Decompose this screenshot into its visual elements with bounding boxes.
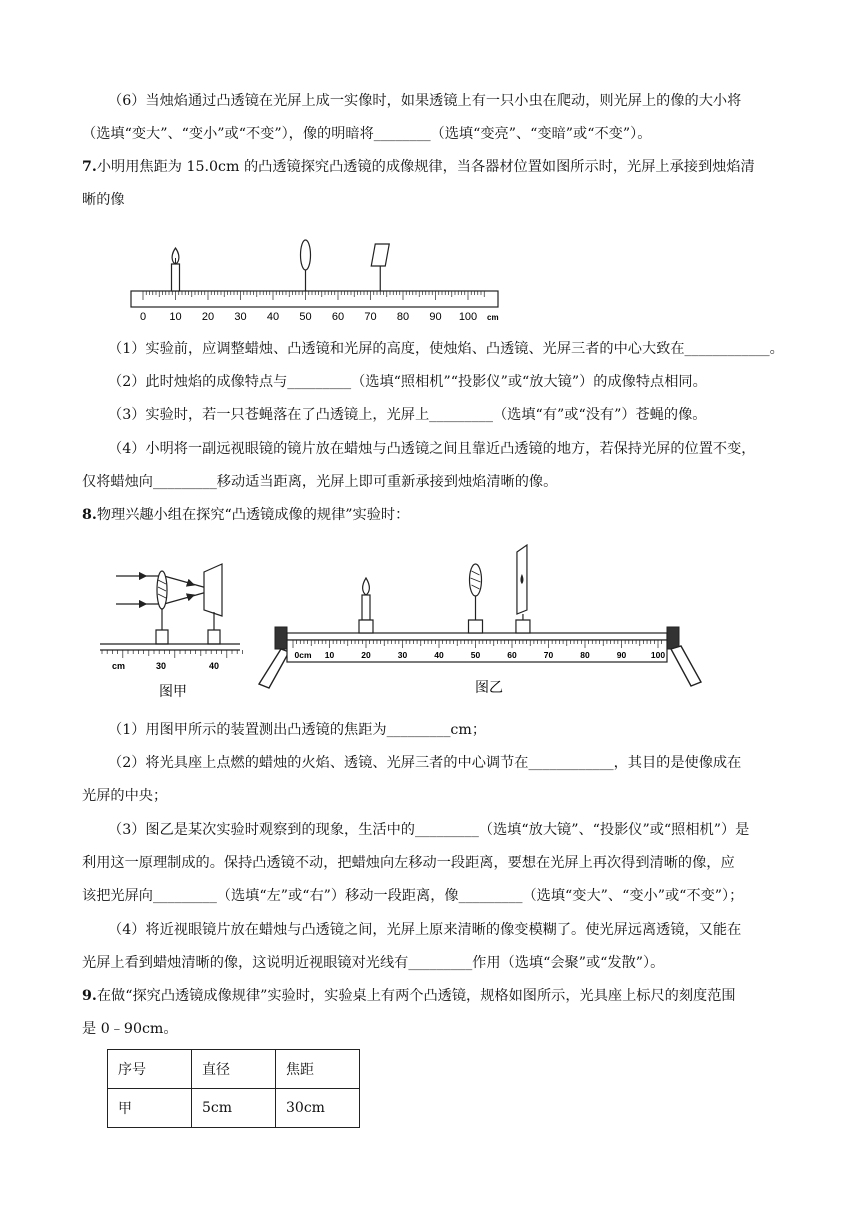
q7-tick-label: 60 [331, 311, 345, 323]
yi-tick-label: 20 [361, 650, 371, 660]
q7-tick-label: 90 [429, 311, 442, 323]
question-7-number: 7. [82, 159, 97, 175]
table-header-cell: 直径 [192, 1050, 276, 1089]
yi-tick-label: 40 [434, 650, 444, 660]
q6-part6-line1: （6）当烛焰通过凸透镜在光屏上成一实像时，如果透镜上有一只小虫在爬动，则光屏上的像的大小将 [108, 93, 742, 109]
question-8-stem [82, 505, 782, 525]
yi-tick-label: 80 [580, 650, 590, 660]
table-header-cell: 序号 [108, 1050, 192, 1089]
q7-part3: （3）实验时，若一只苍蝇落在了凸透镜上，光屏上_________（选填“有”或“没有”）苍蝇的像。 [108, 407, 707, 423]
yi-candle [359, 578, 373, 633]
question-9-text: 在做“探究凸透镜成像规律”实验时，实验桌上有两个凸透镜，规格如图所示，光具座上标尺的刻度范围 [96, 988, 736, 1004]
q7-light-screen [371, 244, 389, 291]
yi-bench-left-leg [259, 627, 289, 688]
q6-part6-line2: （选填“变大”、“变小”或“不变”），像的明暗将________（选填“变亮”、“变暗”或“不变”）。 [82, 126, 652, 142]
q7-tick-label: 100 [458, 311, 478, 323]
table-row [108, 1089, 360, 1128]
yi-bench-right-leg [667, 627, 701, 686]
yi-tick-label: 0cm [294, 650, 312, 660]
yi-convex-lens [469, 564, 483, 633]
q7-candle [172, 248, 180, 291]
question-9-stem [82, 986, 782, 1006]
q7-tick-label: 80 [396, 311, 410, 323]
jia-tick-30: 30 [156, 661, 167, 671]
q8-part4-line1: （4）将近视眼镜片放在蜡烛与凸透镜之间，光屏上原来清晰的像变模糊了。使光屏远离透镜，又能在 [108, 922, 742, 938]
figure-jia-caption: 图甲 [159, 683, 187, 699]
yi-light-screen [516, 545, 530, 633]
question-9-number: 9. [82, 988, 97, 1004]
yi-tick-label: 70 [543, 650, 554, 660]
q8-part4-line2: 光屏上看到蜡烛清晰的像，这说明近视眼镜对光线有_________作用（选填“会聚”或“发散”）。 [82, 955, 665, 971]
q8-part3-line1: （3）图乙是某次实验时观察到的现象，生活中的_________（选填“放大镜”、“投影仪”或“照相机”）是 [108, 822, 750, 838]
figure-yi-caption: 图乙 [475, 679, 503, 695]
q8-part3-line2: 利用这一原理制成的。保持凸透镜不动，把蜡烛向左移动一段距离，要想在光屏上再次得到清晰的像，应 [82, 855, 735, 871]
table-cell: 30cm [276, 1089, 360, 1128]
table-cell: 甲 [108, 1089, 192, 1128]
jia-tick-40: 40 [209, 661, 220, 671]
q8-part2-line1: （2）将光具座上点燃的蜡烛的火焰、透镜、光屏三者的中心调节在____________，其目的是使像成在 [108, 755, 742, 771]
q7-part4-line1: （4）小明将一副远视眼镜的镜片放在蜡烛与凸透镜之间且靠近凸透镜的地方，若保持光屏的位置不变， [108, 441, 756, 457]
q7-tick-label: 30 [234, 311, 247, 323]
question-7-stem [82, 157, 782, 177]
jia-unit-label: cm [112, 661, 126, 671]
jia-screen [204, 564, 222, 644]
q7-tick-label: 0 [139, 311, 147, 323]
q7-tick-label: 20 [201, 311, 215, 323]
q8-part2-line2: 光屏的中央； [82, 788, 168, 804]
table-cell: 5cm [192, 1089, 276, 1128]
jia-lens [156, 571, 168, 644]
yi-bench-rail [287, 633, 667, 640]
yi-tick-label: 30 [397, 650, 408, 660]
q8-figure-jia [98, 560, 248, 705]
q7-part1: （1）实验前，应调整蜡烛、凸透镜和光屏的高度，使烛焰、凸透镜、光屏三者的中心大致在____________。 [108, 341, 784, 357]
q7-part2: （2）此时烛焰的成像特点与_________（选填“照相机”“投影仪”或“放大镜”）的成像特点相同。 [108, 374, 707, 390]
lens-spec-table [107, 1049, 360, 1128]
q7-ruler-labels [140, 311, 499, 323]
q8-part3-line3: 该把光屏向_________（选填“左”或“右”）移动一段距离，像_________（选填“变大”、“变小”或“不变”）； [82, 888, 744, 904]
question-7-text: 小明用焦距为 15.0cm 的凸透镜探究凸透镜的成像规律，当各器材位置如图所示时，光屏上承接到烛焰清 [96, 159, 755, 175]
yi-tick-label: 10 [324, 650, 335, 660]
yi-tick-label: 60 [507, 650, 517, 660]
question-7-stem-2: 晰的像 [82, 192, 125, 208]
q7-unit-label: cm [487, 313, 499, 322]
q7-ruler-body [131, 291, 498, 307]
yi-tick-label: 90 [616, 650, 627, 660]
q7-optical-bench-figure [125, 238, 505, 326]
yi-tick-label: 50 [470, 650, 481, 660]
q7-tick-label: 40 [266, 311, 280, 323]
question-8-text: 物理兴趣小组在探究“凸透镜成像的规律”实验时： [96, 507, 410, 523]
q7-ruler-ticks [143, 291, 484, 300]
q8-figure-yi [255, 540, 705, 700]
yi-tick-label: 100 [650, 650, 666, 660]
jia-ruler-ticks [102, 650, 242, 658]
q7-tick-label: 70 [364, 311, 377, 323]
q7-part4-line2: 仅将蜡烛向_________移动适当距离，光屏上即可重新承接到烛焰清晰的像。 [82, 474, 558, 490]
table-header-cell: 焦距 [276, 1050, 360, 1089]
question-9-stem-2: 是 0﹣90cm。 [82, 1021, 178, 1037]
question-8-number: 8. [82, 507, 97, 523]
q8-part1: （1）用图甲所示的装置测出凸透镜的焦距为_________cm； [108, 722, 487, 738]
q7-tick-label: 10 [169, 311, 182, 323]
q7-convex-lens [301, 240, 311, 291]
table-header-row [108, 1050, 360, 1089]
q7-tick-label: 50 [299, 311, 312, 323]
